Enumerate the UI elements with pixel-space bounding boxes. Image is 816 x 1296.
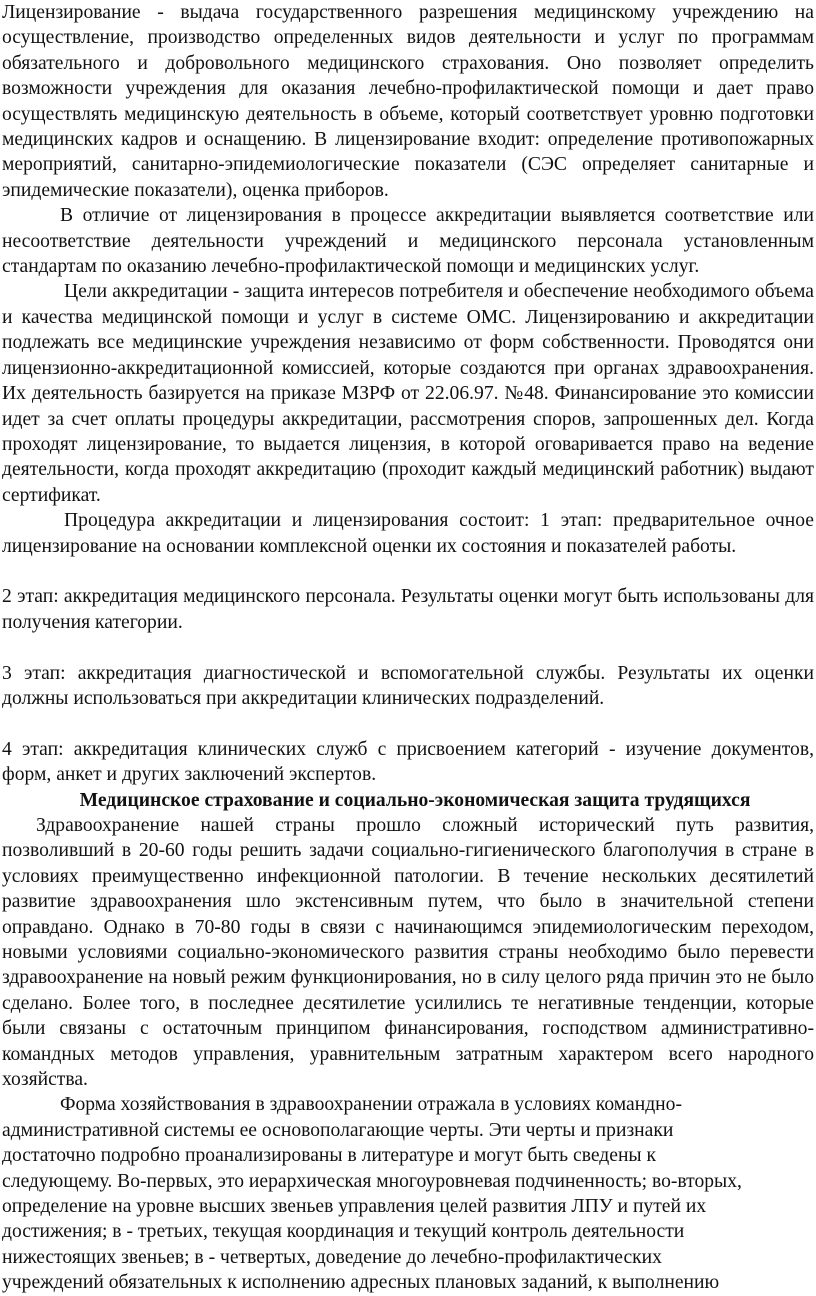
section-heading: Медицинское страхование и социально-экономическая защита трудящихся xyxy=(79,789,751,811)
spacer xyxy=(2,711,814,736)
text-line: Форма хозяйствования в здравоохранении отражала в условиях командно- xyxy=(60,1094,682,1116)
spacer xyxy=(2,559,814,584)
text-line: достаточно подробно проанализированы в литературе и могут быть сведены к xyxy=(2,1145,657,1167)
text-line: учреждений обязательных к исполнению адресных плановых заданий, к выполнению xyxy=(2,1272,720,1294)
paragraph-accreditation-goals: Цели аккредитации - защита интересов потребителя и обеспечение необходимого объема и качества медицинской помощи и услуг в системе ОМС. Лицензированию и аккредитации подлежать все медицинские учреждения независимо от форм собственности. Проводятся они лицензионно-аккредитационной комиссией, которые создаются при органах здравоохранения. Их деятельность базируется на приказе МЗРФ от 22.06.97. №48. Финансирование это комиссии идет за счет оплаты процедуры аккредитации, рассмотрения споров, запрошенных дел. Когда проходят лицензирование, то выдается лицензия, в которой оговаривается право на ведение деятельности, когда проходят аккредитацию (проходит каждый медицинский работник) выдают сертификат. xyxy=(2,281,814,506)
text-line: нижестоящих звеньев; в - четвертых, доведение до лечебно-профилактических xyxy=(2,1246,662,1268)
spacer xyxy=(2,635,814,660)
paragraph-management-form xyxy=(2,1092,814,1295)
paragraph-healthcare-history: Здравоохранение нашей страны прошло сложный исторический путь развития, позволивший в 20-60 годы решить задачи социально-гигиенического благополучия в стране в условиях преимущественно инфекционной патологии. В течение нескольких десятилетий развитие здравоохранения шло экстенсивным путем, что было в значительной степени оправдано. Однако в 70-80 годы в связи с начинающимся эпидемиологическим переходом, новыми условиями социально-экономического развития страны необходимо было перевести здравоохранение на новый режим функционирования, но в силу целого ряда причин это не было сделано. Более того, в последнее десятилетие усилились те негативные тенденции, которые были связаны с остаточным принципом финансирования, господством административно-командных методов управления, уравнительным затратным характером всего народного хозяйства. xyxy=(2,814,814,1091)
text-line: достижения; в - третьих, текущая координация и текущий контроль деятельности xyxy=(2,1221,685,1243)
paragraph-procedure-stage-2: 2 этап: аккредитация медицинского персонала. Результаты оценки могут быть использованы для получения категории. xyxy=(2,586,814,633)
paragraph-procedure-stage-4: 4 этап: аккредитация клинических служб с присвоением категорий - изучение документов, форм, анкет и других заключений экспертов. xyxy=(2,738,814,786)
text-line: административной системы ее основополагающие черты. Эти черты и признаки xyxy=(2,1119,674,1141)
paragraph-licensing-definition: Лицензирование - выдача государственного разрешения медицинскому учреждению на осуществление, производство определенных видов деятельности и услуг по программам обязательного и добровольного медицинского страхования. Оно позволяет определить возможности учреждения для оказания лечебно-профилактической помощи и дает право осуществлять медицинскую деятельность в объеме, который соответствует уровню подготовки медицинских кадров и оснащению. В лицензирование входит: определение противопожарных мероприятий, санитарно-эпидемиологические показатели (СЭС определяет санитарные и эпидемические показатели), оценка приборов. xyxy=(2,2,814,201)
paragraph-accreditation-difference: В отличие от лицензирования в процессе аккредитации выявляется соответствие или несоответствие деятельности учреждений и медицинского персонала установленным стандартам по оказанию лечебно-профилактической помощи и медицинских услуг. xyxy=(2,205,814,278)
paragraph-procedure-stage-3: 3 этап: аккредитация диагностической и вспомогательной службы. Результаты их оценки должны использоваться при аккредитации клинических подразделений. xyxy=(2,662,814,709)
text-line: следующему. Во-первых, это иерархическая многоуровневая подчиненность; во-вторых, xyxy=(2,1170,742,1192)
text-line: определение на уровне высших звеньев управления целей развития ЛПУ и путей их xyxy=(2,1196,707,1218)
paragraph-procedure-stage-1: Процедура аккредитации и лицензирования состоит: 1 этап: предварительное очное лицензирование на основании комплексной оценки их состояния и показателей работы. xyxy=(2,510,814,557)
